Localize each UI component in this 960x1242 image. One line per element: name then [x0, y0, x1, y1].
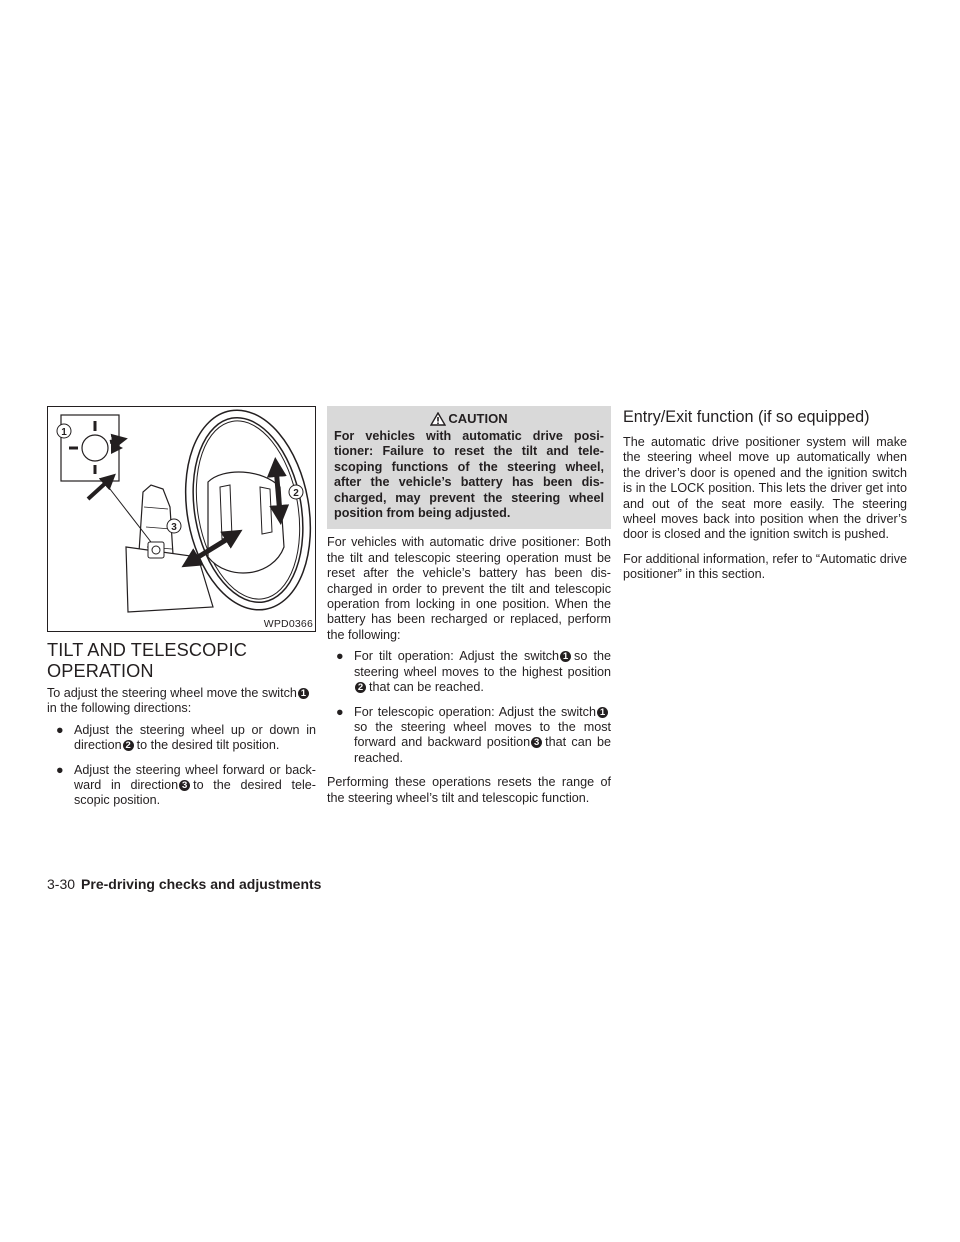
entry-exit-title: Entry/Exit function (if so equipped) — [623, 408, 870, 426]
bullet-icon: ● — [336, 649, 344, 664]
list-item: ● Adjust the steering wheel forward or back-ward in direction 3 to the desired tele-scopic position. — [56, 762, 316, 808]
page-footer — [47, 876, 321, 892]
list-item: ● For telescopic operation: Adjust the switch 1so the steering wheel moves to the most forward and backward position 3 that can be reached. — [336, 704, 611, 765]
caution-box — [327, 406, 611, 529]
page-number: 3-30 — [47, 876, 76, 892]
steering-wheel-illustration — [48, 407, 315, 631]
bullet-icon: ● — [56, 762, 64, 777]
middle-column — [327, 406, 611, 806]
bullet-icon: ● — [336, 704, 344, 719]
steering-wheel-figure — [47, 406, 316, 632]
callout-1-inline: 1 — [298, 688, 309, 699]
callout-1: 1 — [61, 427, 67, 438]
bullet-icon: ● — [56, 722, 64, 737]
caution-heading: CAUTION — [334, 409, 604, 429]
left-column — [47, 406, 316, 818]
entry-exit-paragraph: The automatic drive positioner system will make the steering wheel move up automatically when the driver’s door is opened and the ignition switch is in the LOCK position. This lets the driver get into and out of the seat more easily. The steering wheel moves back into position when the driver’s door is closed and the ignition switch is pushed. — [623, 435, 907, 542]
entry-exit-reference: For additional information, refer to “Automatic drive positioner” in this section. — [623, 551, 907, 582]
tilt-section-title: TILT AND TELESCOPIC OPERATION — [47, 640, 247, 681]
right-column — [623, 406, 907, 583]
adp-closing: Performing these operations resets the range of the steering wheel’s tilt and telescopic function. — [327, 775, 611, 805]
adp-bullet-list — [327, 649, 611, 766]
figure-code: WPD0366 — [263, 618, 313, 630]
warning-triangle-icon — [430, 412, 446, 426]
adp-paragraph: For vehicles with automatic drive positioner: Both the tilt and telescopic steering operation must be reset after the vehicle’s battery has been dis-charged in order to prevent the tilt and telescopic operation from locking in one position. When the battery has been recharged or replaced, perform the following: — [327, 535, 611, 642]
callout-3: 3 — [171, 522, 177, 533]
tilt-intro: To adjust the steering wheel move the switch 1 in the following directions: — [47, 686, 316, 717]
tilt-bullet-list — [47, 723, 316, 809]
callout-2: 2 — [293, 488, 299, 499]
section-name: Pre-driving checks and adjustments — [81, 876, 322, 892]
list-item: ● Adjust the steering wheel up or down in direction 2 to the desired tilt position. — [56, 722, 316, 753]
caution-text: For vehicles with automatic drive posi-tioner: Failure to reset the tilt and tele-scoping functions of the steering wheel, after the vehicle’s battery has been dis-charged, may prevent the steering wheel position from being adjusted. — [334, 429, 604, 521]
list-item: ● For tilt operation: Adjust the switch 1 so the steering wheel moves to the highest position2 that can be reached. — [336, 649, 612, 695]
